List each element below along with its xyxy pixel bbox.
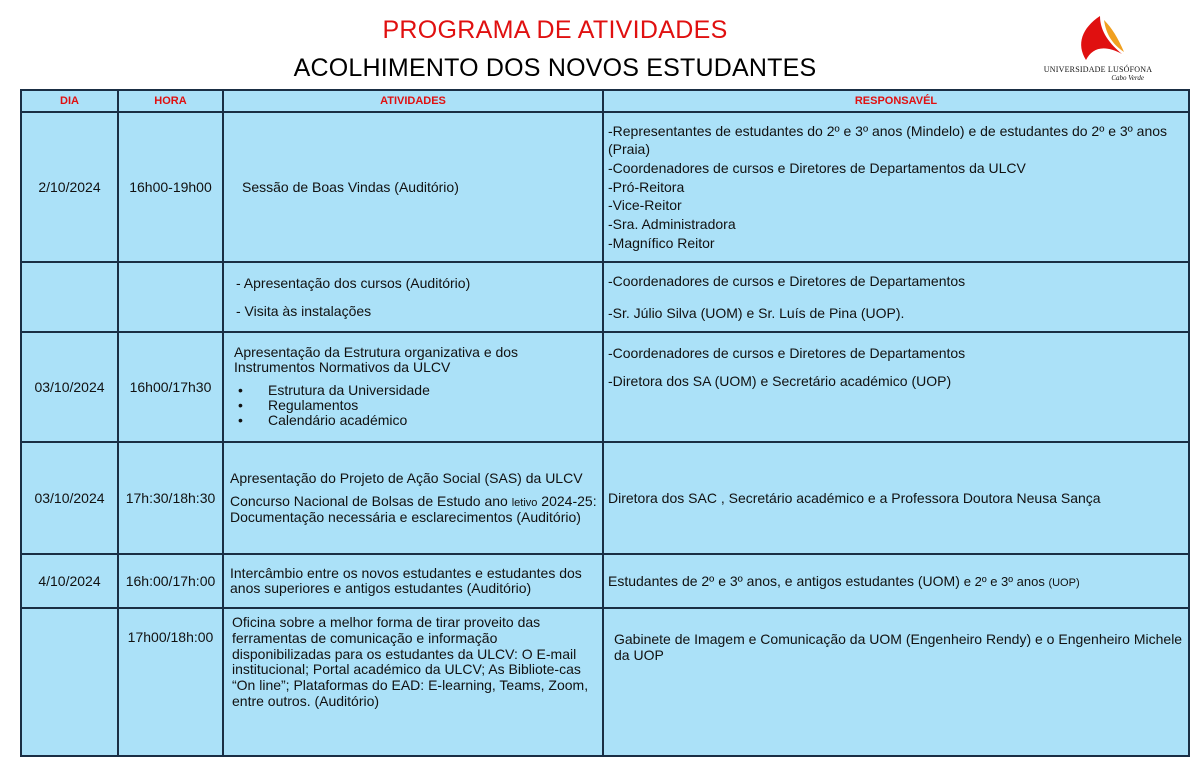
list-item: • Regulamentos [234,398,598,413]
resp-line: -Coordenadores de cursos e Diretores de Departamentos [608,272,966,289]
table-header-row [22,91,1188,111]
cell-dia: 2/10/2024 [22,113,117,261]
activity-line: - Apresentação dos cursos (Auditório) [236,274,471,291]
header-atividades: ATIVIDADES [224,91,602,111]
cell-responsavel [604,263,1188,331]
cell-responsavel: Gabinete de Imagem e Comunicação da UOM (Engenheiro Rendy) e o Engenheiro Michele da UOP [604,609,1188,755]
resp-line: -Sra. Administradora [608,215,736,232]
header-responsavel: RESPONSAVÉL [604,91,1188,111]
activities-table [20,89,1190,757]
activity-text: Apresentação do Projeto de Ação Social (SAS) da ULCV [230,469,583,486]
resp-line: -Representantes de estudantes do 2º e 3º anos (Mindelo) e de estudantes do 2º e 3º anos (Praia) [608,122,1168,158]
cell-responsavel [604,113,1188,261]
activity-line: - Visita às instalações [236,303,372,319]
list-item: • Calendário académico [234,413,598,428]
cell-hora: 16h00-19h00 [119,113,222,261]
resp-part: Estudantes de 2º e 3º anos, e antigos estudantes (UOM) [608,572,964,589]
cell-responsavel [604,555,1188,607]
resp-part: (UOP) [1048,576,1080,589]
activity-part: letivo [511,497,538,510]
logo-subtext: Cabo Verde [1111,74,1144,82]
page-title: PROGRAMA DE ATIVIDADES [382,16,728,44]
table-row [22,263,1188,331]
resp-line: -Pró-Reitora [608,178,685,195]
cell-hora: 16h:00/17h:00 [119,555,222,607]
cell-dia: 4/10/2024 [22,555,117,607]
cell-hora: 16h00/17h30 [119,333,222,441]
list-item: • Estrutura da Universidade [234,383,598,398]
cell-dia [22,263,117,331]
resp-line: -Vice-Reitor [608,197,682,214]
resp-line: -Sr. Júlio Silva (UOM) e Sr. Luís de Pina (UOP). [608,305,905,321]
resp-line: -Coordenadores de cursos e Diretores de Departamentos da ULCV [608,160,1026,177]
cell-dia: 03/10/2024 [22,333,117,441]
cell-atividade [224,333,602,441]
activity-text: Apresentação da Estrutura organizativa e dos Instrumentos Normativos da ULCV [234,344,519,375]
cell-dia [22,609,117,755]
cell-hora: 17h00/18h:00 [119,609,222,755]
cell-atividade [224,443,602,553]
table-row [22,555,1188,607]
resp-line: -Magnífico Reitor [608,234,715,251]
resp-line: -Diretora dos SA (UOM) e Secretário académico (UOP) [608,373,952,390]
cell-hora: 17h:30/18h:30 [119,443,222,553]
cell-dia: 03/10/2024 [22,443,117,553]
cell-responsavel [604,333,1188,441]
header-dia: DIA [22,91,117,111]
resp-line: -Coordenadores de cursos e Diretores de Departamentos [608,345,966,361]
resp-part: e 2º e 3º anos [963,573,1049,589]
activity-bullets [234,383,598,429]
cell-atividade: Oficina sobre a melhor forma de tirar proveito das ferramentas de comunicação e informação disponibilizadas para os estudantes da ULCV: O E-mail institucional; Portal académico da ULCV; As Bibliote-cas “On line”; Plataformas do EAD: E-learning, Teams, Zoom, entre outros. (Auditório) [224,609,602,755]
activity-text-2 [230,494,598,525]
table-row [22,113,1188,261]
header-hora: HORA [119,91,222,111]
cell-atividade: Intercâmbio entre os novos estudantes e estudantes dos anos superiores e antigos estudantes (Auditório) [224,555,602,607]
cell-atividade: Sessão de Boas Vindas (Auditório) [224,113,602,261]
table-row [22,443,1188,553]
page-subtitle: ACOLHIMENTO DOS NOVOS ESTUDANTES [293,54,817,82]
sail-logo-icon [1070,14,1126,64]
cell-responsavel: Diretora dos SAC , Secretário académico e a Professora Doutora Neusa Sança [604,443,1188,553]
activity-part: 2024-25: Documentação necessária e esclarecimentos (Auditório) [230,493,597,525]
activity-part: Concurso Nacional de Bolsas de Estudo ano [230,493,512,510]
table-row [22,333,1188,441]
logo-text: UNIVERSIDADE LUSÓFONA [1043,65,1153,74]
cell-hora [119,263,222,331]
table-row [22,609,1188,755]
cell-atividade [224,263,602,331]
university-logo [1042,14,1154,88]
